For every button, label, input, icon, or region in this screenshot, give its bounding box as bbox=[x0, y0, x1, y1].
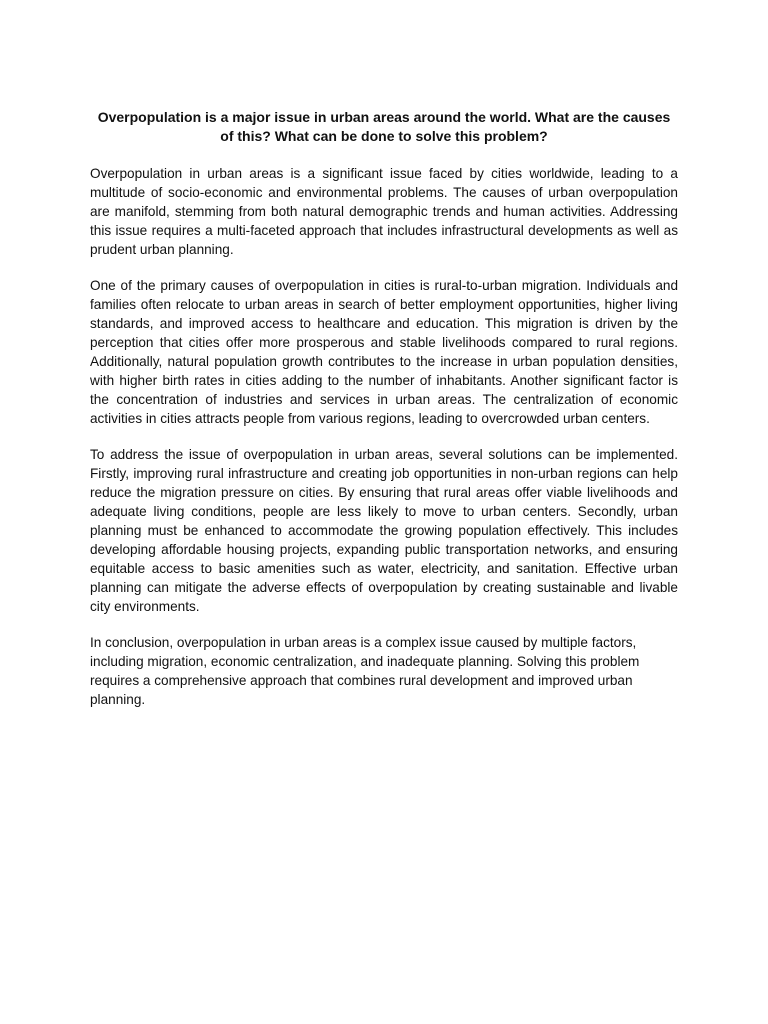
paragraph-conclusion: In conclusion, overpopulation in urban areas is a complex issue caused by multiple factors, including migration, economic centralization, and inadequate planning. Solving this problem requires a comprehensive approach that combines rural development and improved urban planning. bbox=[90, 635, 640, 707]
paragraph-introduction: Overpopulation in urban areas is a significant issue faced by cities worldwide, leading to a multitude of socio-economic and environmental problems. The causes of urban overpopulation are manifold, stemming from both natural demographic trends and human activities. Addressing this issue requires a multi-faceted approach that includes infrastructural developments as well as prudent urban planning. bbox=[90, 166, 678, 257]
paragraph-causes: One of the primary causes of overpopulation in cities is rural-to-urban migration. Individuals and families often relocate to urban areas in search of better employment opportunities, higher living standards, and improved access to healthcare and education. This migration is driven by the perception that cities offer more prosperous and stable livelihoods compared to rural regions. Additionally, natural population growth contributes to the increase in urban population densities, with higher birth rates in cities adding to the number of inhabitants. Another significant factor is the concentration of industries and services in urban areas. The centralization of economic activities in cities attracts people from various regions, leading to overcrowded urban centers. bbox=[90, 278, 678, 426]
paragraph-solutions: To address the issue of overpopulation in urban areas, several solutions can be implemented. Firstly, improving rural infrastructure and creating job opportunities in non-urban regions can help reduce the migration pressure on cities. By ensuring that rural areas offer viable livelihoods and adequate living conditions, people are less likely to move to urban centers. Secondly, urban planning must be enhanced to accommodate the growing population effectively. This includes developing affordable housing projects, expanding public transportation networks, and ensuring equitable access to basic amenities such as water, electricity, and sanitation. Effective urban planning can mitigate the adverse effects of overpopulation by creating sustainable and livable city environments. bbox=[90, 447, 678, 614]
document-page bbox=[90, 108, 678, 726]
document-title: Overpopulation is a major issue in urban areas around the world. What are the causes of this? What can be done to solve this problem? bbox=[97, 109, 671, 144]
